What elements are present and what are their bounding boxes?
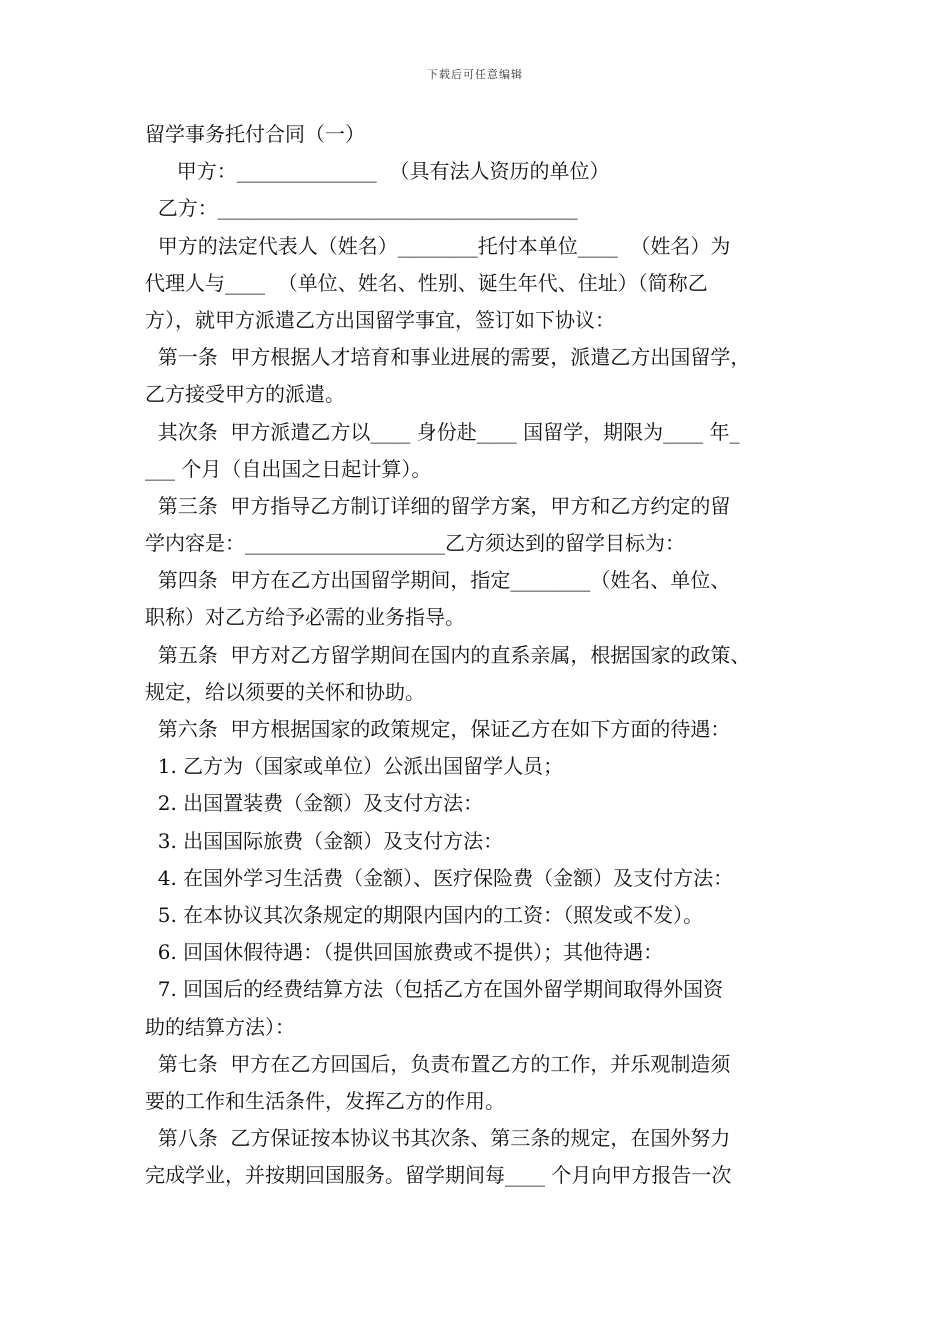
text-line: 代理人与____ （单位、姓名、性别、诞生年代、住址）（简称乙 [145, 270, 708, 295]
article-5: 第五条 甲方对乙方留学期间在国内的直系亲属，根据国家的政策、 [145, 642, 751, 667]
list-item: 2. 出国置装费（金额）及支付方法： [145, 791, 484, 816]
list-item: 1. 乙方为（国家或单位）公派出国留学人员； [145, 754, 564, 779]
document-title: 留学事务托付合同（一） [145, 122, 365, 146]
text-line: 职称）对乙方给予必需的业务指导。 [145, 605, 465, 630]
party-a-line: 甲方：______________ （具有法人资历的单位） [145, 159, 610, 184]
list-item: 7. 回国后的经费结算方法（包括乙方在国外留学期间取得外国资 [145, 977, 724, 1002]
list-item: 5. 在本协议其次条规定的期限内国内的工资：（照发或不发）。 [145, 902, 704, 927]
list-item: 4. 在国外学习生活费（金额）、医疗保险费（金额）及支付方法： [145, 865, 734, 890]
article-6: 第六条 甲方根据国家的政策规定，保证乙方在如下方面的待遇： [145, 717, 731, 741]
article-1: 第一条 甲方根据人才培育和事业进展的需要，派遣乙方出国留学， [145, 345, 751, 370]
text-line: 方），就甲方派遣乙方出国留学事宜，签订如下协议： [145, 307, 615, 332]
text-line: 甲方的法定代表人（姓名）________托付本单位____ （姓名）为 [145, 233, 731, 258]
text-line: 学内容是：____________________乙方须达到的留学目标为： [145, 531, 685, 556]
article-2: 其次条 甲方派遣乙方以____ 身份赴____ 国留学，期限为____ 年_ [145, 419, 740, 444]
text-line: ___ 个月（自出国之日起计算）。 [145, 456, 432, 481]
text-line: 完成学业，并按期回国服务。留学期间每____ 个月向甲方报告一次 [145, 1163, 732, 1188]
article-3: 第三条 甲方指导乙方制订详细的留学方案，甲方和乙方约定的留 [145, 493, 731, 518]
text-line: 规定，给以须要的关怀和协助。 [145, 679, 425, 704]
list-item: 6. 回国休假待遇：（提供回国旅费或不提供）；其他待遇： [145, 940, 664, 965]
article-7: 第七条 甲方在乙方回国后，负责布置乙方的工作，并乐观制造须 [145, 1051, 731, 1076]
text-line: 要的工作和生活条件，发挥乙方的作用。 [145, 1088, 505, 1113]
contract-body [145, 116, 813, 1194]
party-b-line: 乙方：____________________________________ [145, 196, 578, 221]
text-line: 乙方接受甲方的派遣。 [145, 382, 345, 407]
article-8: 第八条 乙方保证按本协议书其次条、第三条的规定，在国外努力 [145, 1126, 731, 1151]
list-item: 3. 出国国际旅费（金额）及支付方法： [145, 828, 504, 853]
page-header-note: 下载后可任意编辑 [427, 68, 523, 81]
text-line: 助的结算方法）： [145, 1014, 295, 1039]
article-4: 第四条 甲方在乙方出国留学期间，指定________（姓名、单位、 [145, 568, 731, 593]
